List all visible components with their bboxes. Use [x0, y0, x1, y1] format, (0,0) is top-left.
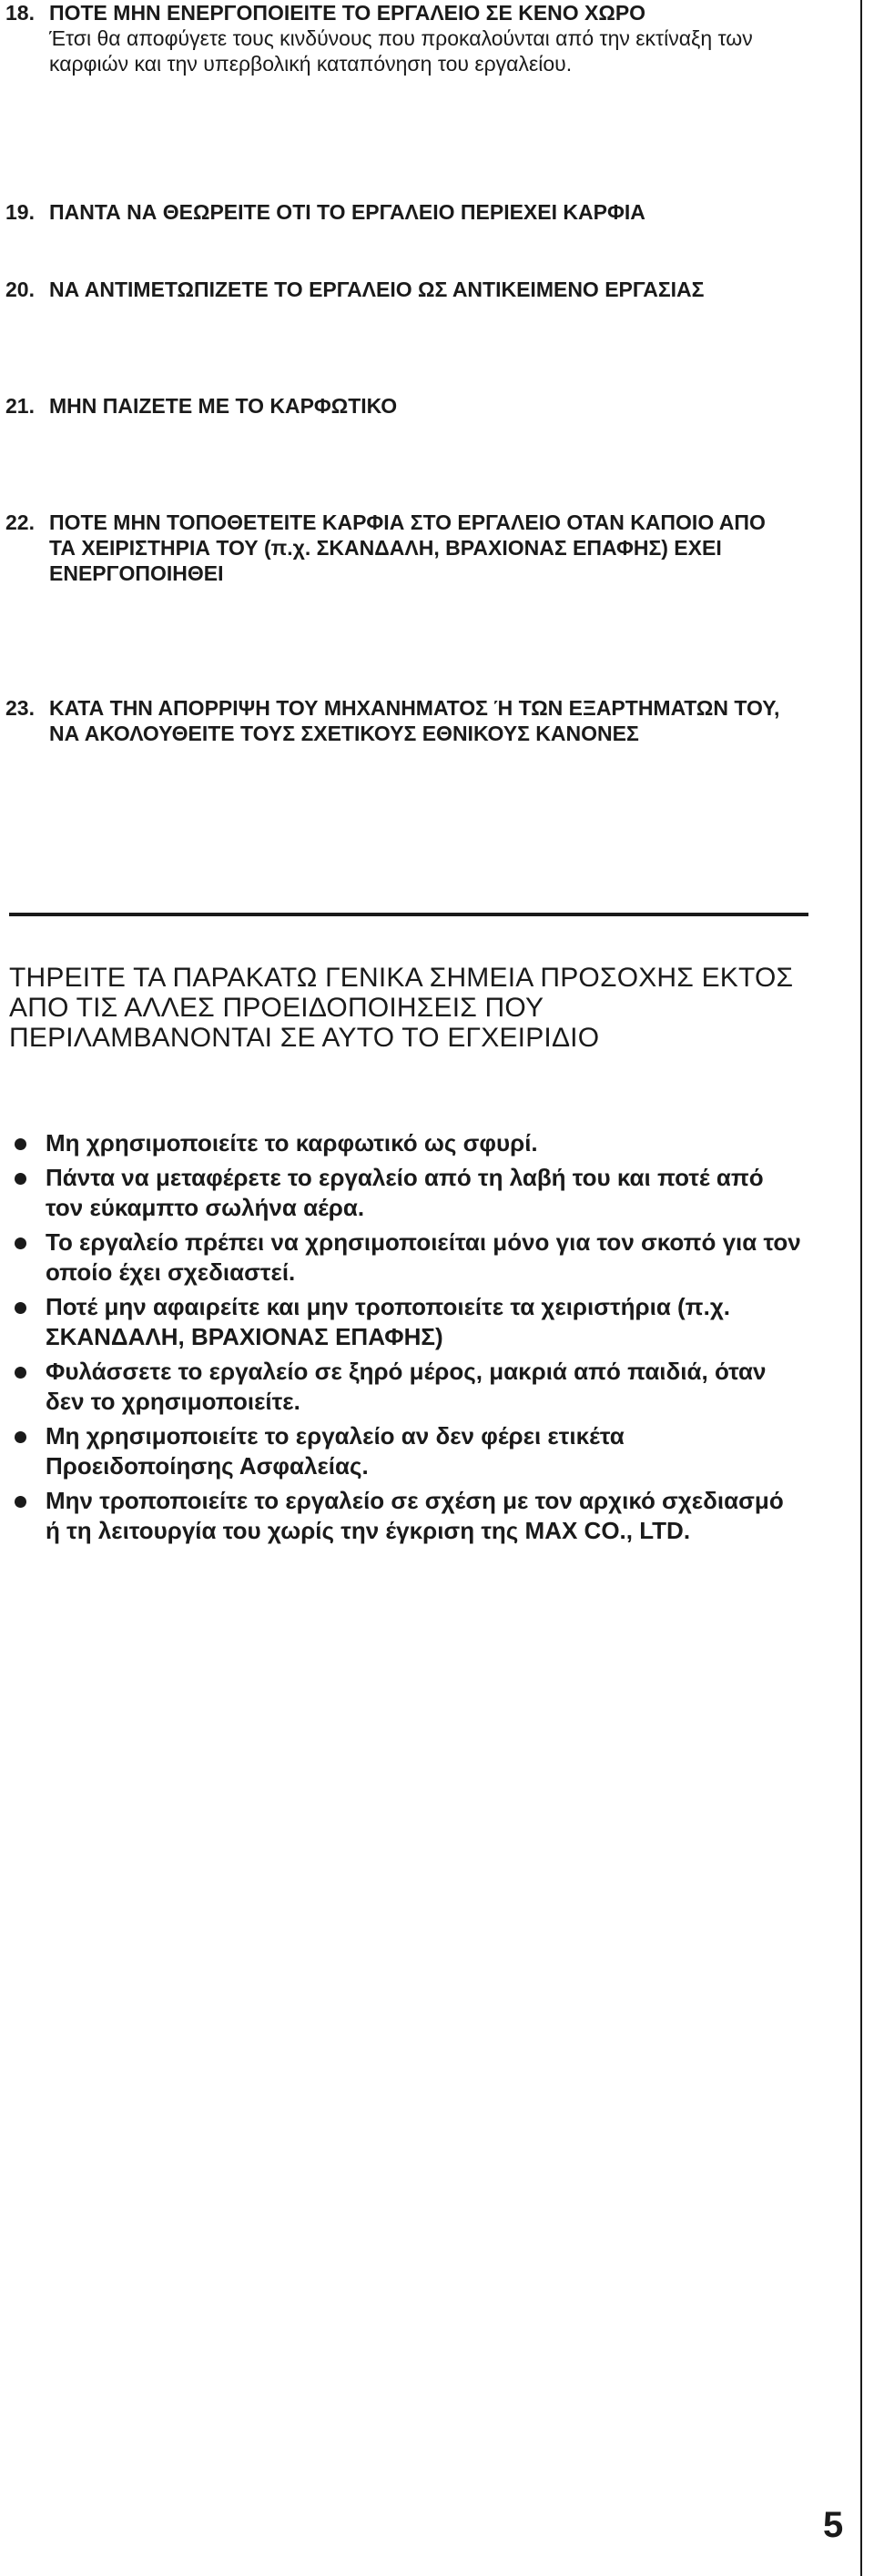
bullet-icon: [15, 1138, 26, 1150]
general-precautions-heading: ΤΗΡΕΙΤΕ ΤΑ ΠΑΡΑΚΑΤΩ ΓΕΝΙΚΑ ΣΗΜΕΙΑ ΠΡΟΣΟΧΗΣ ΕΚΤΟΣ ΑΠΟ ΤΙΣ ΑΛΛΕΣ ΠΡΟΕΙΔΟΠΟΙΗΣΕΙΣ ΠΟΥ ΠΕΡΙΛΑΜΒΑΝΟΝΤΑΙ ΣΕ ΑΥΤΟ ΤΟ ΕΓΧΕΙΡΙΔΙΟ: [9, 963, 794, 1053]
right-margin-rule: [860, 0, 862, 2576]
item-number: 20.: [5, 278, 35, 301]
list-item: Ποτέ μην αφαιρείτε και μην τροποποιείτε τα χειριστήρια (π.χ. ΣΚΑΝΔΑΛΗ, ΒΡΑΧΙΟΝΑΣ ΕΠΑΦΗΣ): [0, 1292, 801, 1352]
bullet-icon: [15, 1431, 26, 1443]
item-number: 22.: [5, 510, 35, 534]
bullet-icon: [15, 1173, 26, 1185]
item-heading: ΠΑΝΤΑ ΝΑ ΘΕΩΡΕΙΤΕ ΟΤΙ ΤΟ ΕΡΓΑΛΕΙΟ ΠΕΡΙΕΧΕΙ ΚΑΡΦΙΑ: [49, 200, 645, 224]
list-item: Το εργαλείο πρέπει να χρησιμοποιείται μόνο για τον σκοπό για τον οποίο έχει σχεδιαστεί.: [0, 1227, 801, 1288]
item-heading: ΠΟΤΕ ΜΗΝ ΕΝΕΡΓΟΠΟΙΕΙΤΕ ΤΟ ΕΡΓΑΛΕΙΟ ΣΕ ΚΕΝΟ ΧΩΡΟ: [49, 1, 646, 25]
item-heading: ΠΟΤΕ ΜΗΝ ΤΟΠΟΘΕΤΕΙΤΕ ΚΑΡΦΙΑ ΣΤΟ ΕΡΓΑΛΕΙΟ ΟΤΑΝ ΚΑΠΟΙΟ ΑΠΟ ΤΑ ΧΕΙΡΙΣΤΗΡΙΑ ΤΟΥ (π.χ. ΣΚΑΝΔΑΛΗ, ΒΡΑΧΙΟΝΑΣ ΕΠΑΦΗΣ) ΕΧΕΙ ΕΝΕΡΓΟΠΟΙΗΘΕΙ: [49, 510, 766, 585]
list-item: Πάντα να μεταφέρετε το εργαλείο από τη λαβή του και ποτέ από τον εύκαμπτο σωλήνα αέρα.: [0, 1163, 801, 1223]
list-item: Μην τροποποιείτε το εργαλείο σε σχέση με τον αρχικό σχεδιασμό ή τη λειτουργία του χωρίς την έγκριση της MAX CO., LTD.: [0, 1486, 801, 1546]
section-divider: [9, 913, 808, 916]
list-item: Μη χρησιμοποιείτε το εργαλείο αν δεν φέρει ετικέτα Προειδοποίησης Ασφαλείας.: [0, 1421, 801, 1481]
bullet-icon: [15, 1237, 26, 1249]
list-item: Μη χρησιμοποιείτε το καρφωτικό ως σφυρί.: [0, 1128, 801, 1158]
item-number: 21.: [5, 394, 35, 418]
item-number: 19.: [5, 200, 35, 224]
precautions-list: [0, 1128, 819, 1551]
item-heading: ΜΗΝ ΠΑΙΖΕΤΕ ΜΕ ΤΟ ΚΑΡΦΩΤΙΚΟ: [49, 394, 398, 418]
bullet-icon: [15, 1302, 26, 1314]
item-detail: Έτσι θα αποφύγετε τους κινδύνους που προκαλούνται από την εκτίναξη των καρφιών και την υπερβολική καταπόνηση του εργαλείου.: [49, 26, 753, 76]
item-heading: ΚΑΤΑ ΤΗΝ ΑΠΟΡΡΙΨΗ ΤΟΥ ΜΗΧΑΝΗΜΑΤΟΣ Ή ΤΩΝ ΕΞΑΡΤΗΜΑΤΩΝ ΤΟΥ, ΝΑ ΑΚΟΛΟΥΘΕΙΤΕ ΤΟΥΣ ΣΧΕΤΙΚΟΥΣ ΕΘΝΙΚΟΥΣ ΚΑΝΟΝΕΣ: [49, 696, 780, 745]
item-number: 23.: [5, 696, 35, 720]
page-number: 5: [823, 2505, 844, 2545]
bullet-icon: [15, 1496, 26, 1508]
item-heading: ΝΑ ΑΝΤΙΜΕΤΩΠΙΖΕΤΕ ΤΟ ΕΡΓΑΛΕΙΟ ΩΣ ΑΝΤΙΚΕΙΜΕΝΟ ΕΡΓΑΣΙΑΣ: [49, 278, 705, 301]
item-number: 18.: [5, 1, 35, 25]
bullet-icon: [15, 1367, 26, 1379]
list-item: Φυλάσσετε το εργαλείο σε ξηρό μέρος, μακριά από παιδιά, όταν δεν το χρησιμοποιείτε.: [0, 1357, 801, 1417]
